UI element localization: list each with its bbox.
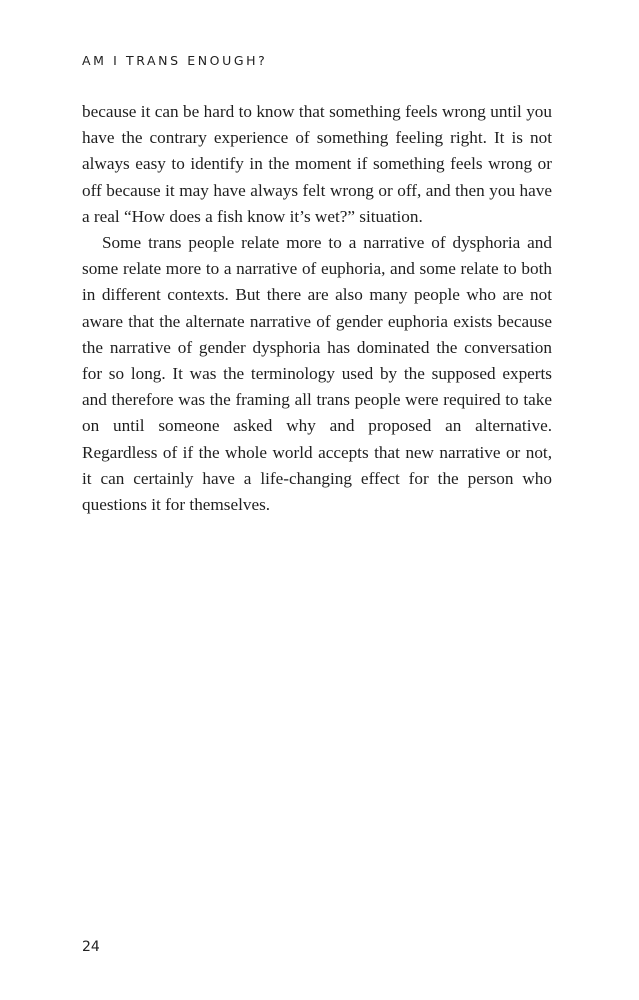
paragraph-continued: because it can be hard to know that something feels wrong until you have the contrary experience of something feeling right. It is not always easy to identify in the moment if something feels wrong or off because it may have always felt wrong or off, and then you have a real “How does a fish know it’s wet?” situation. [82, 102, 552, 226]
page-number: 24 [82, 939, 100, 955]
body-text [82, 99, 552, 518]
running-header: AM I TRANS ENOUGH? [82, 53, 268, 68]
paragraph: Some trans people relate more to a narrative of dysphoria and some relate more to a narrative of euphoria, and some relate to both in different contexts. But there are also many people who are not aware that the alternate narrative of gender euphoria exists because the narrative of gender dysphoria has dominated the conversation for so long. It was the terminology used by the supposed experts and therefore was the framing all trans people were required to take on until someone asked why and proposed an alternative. Regardless of if the whole world accepts that new narrative or not, it can certainly have a life-changing effect for the person who questions it for themselves. [82, 233, 552, 515]
